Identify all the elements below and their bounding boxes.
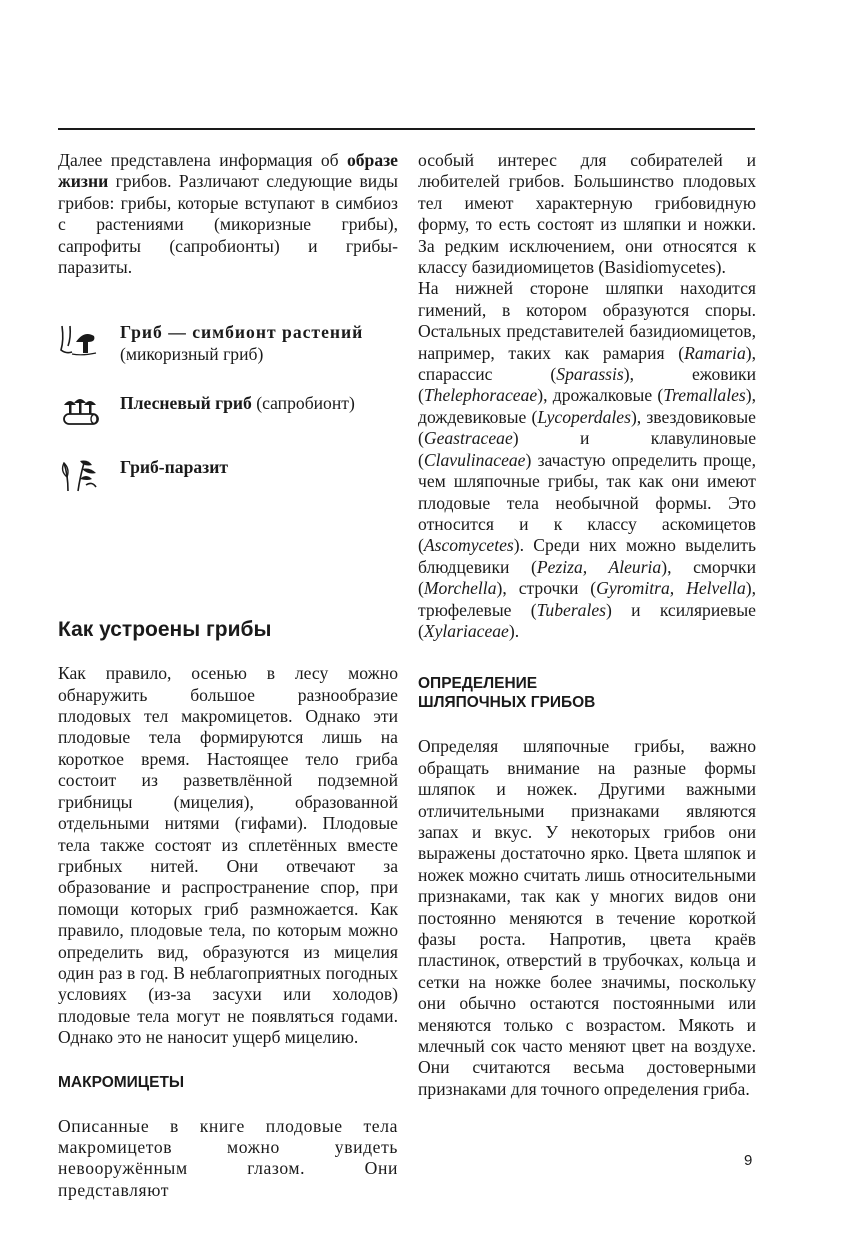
right-column	[418, 150, 756, 1100]
legend-label-symbiont: Гриб — симбионт растений	[120, 322, 364, 343]
latin-taxon-name: Sparassis	[556, 364, 624, 385]
parasite-on-plant-icon	[58, 457, 104, 493]
latin-taxon-name: Xylariaceae	[423, 620, 509, 641]
latin-taxon-name: Ramaria	[684, 342, 746, 363]
identification-paragraph: Определяя шляпочные грибы, важно обращать внимание на разные формы шляпок и ножек. Другими важными отличительными признаками являются запах и вкус. У некоторых грибов они выражены достаточно ярко. Цвета шляпок и ножек можно считать лишь относительными признаками, так как у многих видов они постоянно меняются в течение короткой фазы роста. Напротив, цвета краёв пластинок, отверстий в трубочках, кольца и сетки на ножке более значимы, поскольку они обычно остаются постоянными или меняются только с возрастом. Мякоть и млечный сок часто меняют цвет на воздухе. Они считаются весьма достоверными признаками для точного определения гриба.	[418, 736, 756, 1099]
header-rule	[58, 128, 755, 130]
paragraph-text-segment: ), трюфелевые (	[418, 578, 757, 620]
macromycetes-paragraph-cont: особый интерес для собирателей и любителей грибов. Большинство плодовых тел имеют характерную грибовидную форму, то есть состоят из шляпки и ножки. За редким исключением, они относятся к классу базидиомицетов (Basidiomycetes).	[418, 150, 756, 278]
intro-text: Далее представлена информация об	[58, 150, 347, 170]
paragraph-text-segment: ), спарассис (	[418, 342, 756, 385]
paragraph-text-segment: ), сморчки (	[418, 556, 756, 599]
latin-taxon-name: Geastraceae	[423, 428, 513, 449]
legend-label-parasite: Гриб-паразит	[120, 457, 229, 478]
legend-note-mold: (сапробионт)	[251, 393, 355, 414]
macromycetes-paragraph-start: Описанные в книге плодовые тела макромицетов можно увидеть невооружённым глазом. Они представляют	[58, 1115, 398, 1200]
latin-taxon-name: Ascomycetes	[423, 535, 514, 556]
intro-bold-term: образе жизни	[58, 150, 398, 192]
paragraph-text-segment: ), дрожалковые (	[537, 385, 664, 406]
legend-label-mold: Плесневый гриб	[120, 393, 252, 414]
legend-item-parasite	[58, 457, 398, 493]
legend-item-symbiont	[58, 322, 398, 365]
paragraph-text-segment: ) зачастую определить проще, чем шляпочные грибы, так как они имеют плодовые тела необычной формы. Это относится и к классу аскомицетов (	[418, 449, 756, 556]
legend-note-symbiont: (микоризный гриб)	[120, 343, 264, 364]
latin-taxon-name: Clavulinaceae	[423, 449, 526, 470]
paragraph-text-segment: ) и ксиляриевые (	[418, 599, 756, 641]
paragraph-text-segment: ), строчки (	[496, 578, 597, 599]
latin-taxon-name: Lycoperdales	[537, 406, 631, 427]
legend-item-mold	[58, 393, 398, 429]
section-heading-macromycetes: МАКРОМИЦЕТЫ	[58, 1073, 185, 1091]
latin-taxon-name: Gyromitra, Helvella	[596, 578, 746, 599]
paragraph-text-segment: ). Среди них можно выделить блюдцевики (	[418, 535, 756, 577]
left-column	[58, 150, 398, 1201]
paragraph-text-segment: ).	[508, 620, 520, 641]
intro-text-cont: грибов. Различают следующие виды грибов: грибы, которые вступают в симбиоз с растениями (микоризные грибы), сапрофиты (сапробионты) и грибы-паразиты.	[58, 171, 398, 278]
paragraph-text-segment: На нижней стороне шляпки находится гимений, в котором образуются споры. Остальных представителей базидиомицетов, например, таких как рамария (	[418, 278, 756, 363]
section-heading-identification: ОПРЕДЕЛЕНИЕ ШЛЯПОЧНЫХ ГРИБОВ	[418, 675, 596, 712]
paragraph-text-segment: ) и клавулиновые (	[418, 428, 756, 470]
intro-paragraph	[58, 150, 398, 278]
paragraph-text-segment: ), дождевиковые (	[418, 385, 756, 427]
section-heading-structure: Как устроены грибы	[58, 618, 272, 642]
lifestyle-legend	[58, 322, 398, 493]
latin-taxon-name: Tremallales	[663, 385, 746, 406]
page-number: 9	[744, 1152, 753, 1169]
latin-taxon-name: Morchella	[423, 578, 497, 599]
mycorrhizal-mushroom-icon	[58, 322, 104, 358]
latin-taxon-name: Thelephoraceae	[423, 385, 538, 406]
structure-paragraph: Как правило, осенью в лесу можно обнаружить большое разнообразие плодовых тел макромицетов. Однако эти плодовые тела формируются лишь на короткое время. Настоящее тело гриба состоит из разветвлённой подземной грибницы (мицелия), образованной отдельными нитями (гифами). Плодовые тела также состоят из сплетённых вместе грибных нитей. Они отвечают за образование и распространение спор, при помощи которых гриб размножается. Как правило, плодовые тела, по которым можно определить вид, образуются из мицелия один раз в год. В неблагоприятных погодных условиях (из-за засухи или холодов) плодовые тела могут не появляться годами. Однако это не наносит ущерб мицелию.	[58, 663, 398, 1048]
latin-taxon-name: Peziza, Aleuria	[536, 556, 662, 577]
basidiomycetes-paragraph	[418, 278, 756, 642]
paragraph-text-segment: ), ежовики (	[418, 364, 756, 406]
paragraph-text-segment: ), звездовиковые (	[418, 406, 756, 449]
latin-taxon-name: Tuberales	[536, 599, 607, 620]
mold-on-log-icon	[58, 393, 104, 429]
